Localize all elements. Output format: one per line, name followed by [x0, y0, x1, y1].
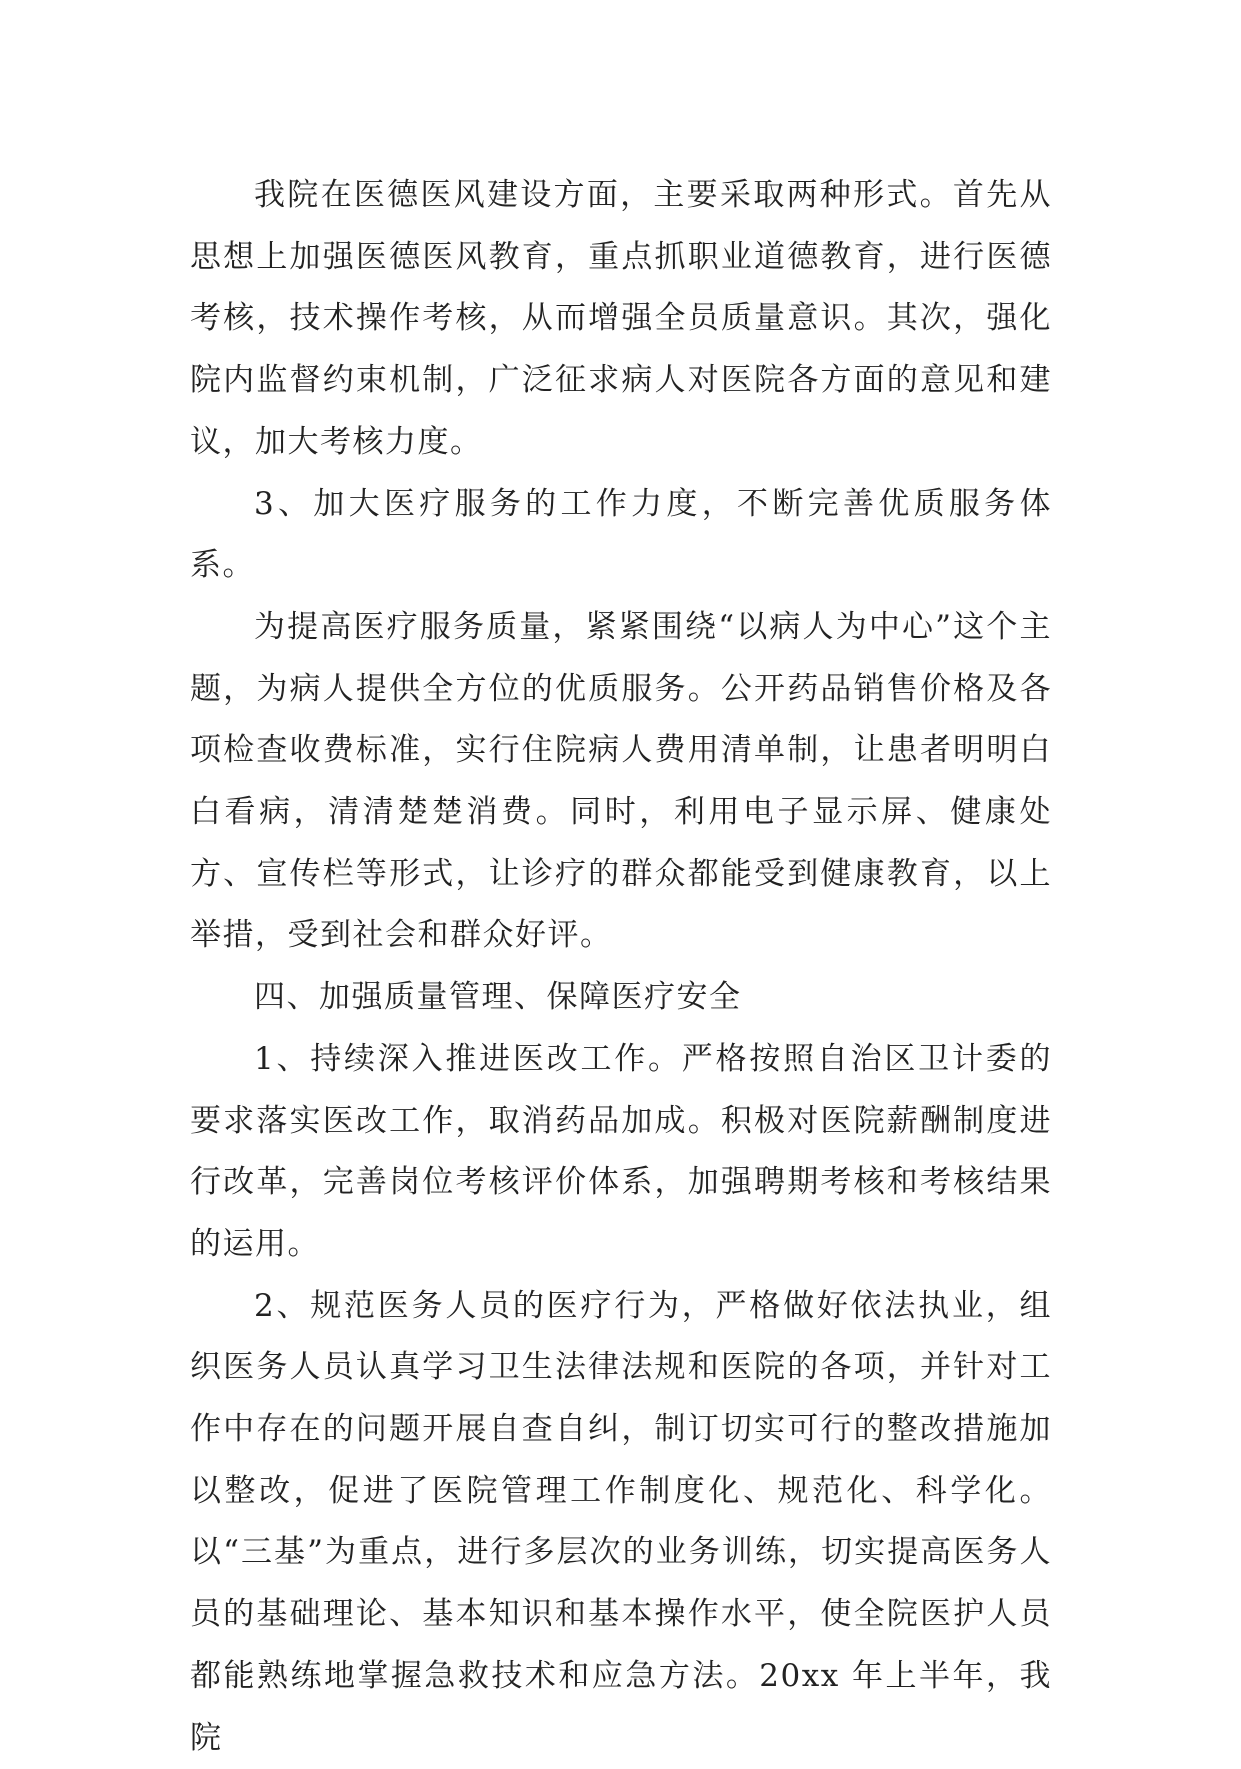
paragraph-service-heading: 3、加大医疗服务的工作力度，不断完善优质服务体系。	[190, 485, 1052, 584]
section-heading-quality-management: 四、加强质量管理、保障医疗安全	[254, 979, 742, 1016]
paragraph-medical-ethics: 我院在医德医风建设方面，主要采取两种形式。首先从思想上加强医德医风教育，重点抓职业道德教育，进行医德考核，技术操作考核，从而增强全员质量意识。其次，强化院内监督约束机制，广泛征求病人对医院各方面的意见和建议，加大考核力度。	[190, 177, 1052, 460]
paragraph-service-quality: 为提高医疗服务质量，紧紧围绕“以病人为中心”这个主题，为病人提供全方位的优质服务。公开药品销售价格及各项检查收费标准，实行住院病人费用清单制，让患者明明白白看病，清清楚楚消费。同时，利用电子显示屏、健康处方、宣传栏等形式，让诊疗的群众都能受到健康教育，以上举措，受到社会和群众好评。	[190, 608, 1052, 954]
paragraph-standardize-behavior: 2、规范医务人员的医疗行为，严格做好依法执业，组织医务人员认真学习卫生法律法规和医院的各项，并针对工作中存在的问题开展自查自纠，制订切实可行的整改措施加以整改，促进了医院管理工作制度化、规范化、科学化。以“三基”为重点，进行多层次的业务训练，切实提高医务人员的基础理论、基本知识和基本操作水平，使全院医护人员都能熟练地掌握急救技术和应急方法。20xx 年上半年，我院	[190, 1287, 1052, 1756]
document-body	[190, 165, 1052, 1769]
paragraph-medical-reform: 1、持续深入推进医改工作。严格按照自治区卫计委的要求落实医改工作，取消药品加成。积极对医院薪酬制度进行改革，完善岗位考核评价体系，加强聘期考核和考核结果的运用。	[190, 1040, 1052, 1262]
